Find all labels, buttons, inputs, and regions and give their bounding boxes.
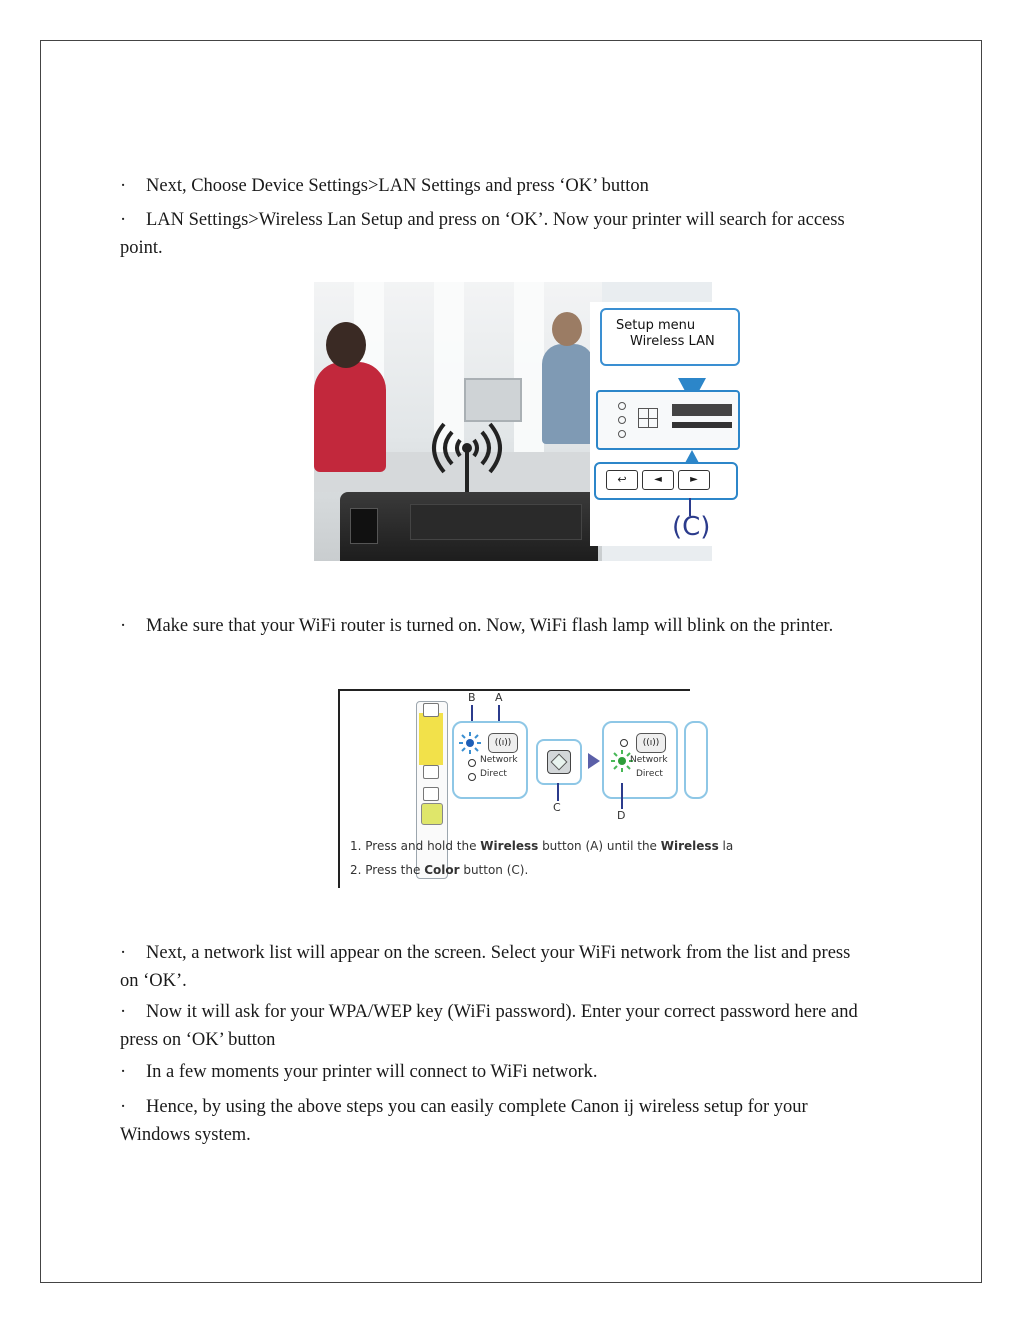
direct-label: Direct xyxy=(480,769,507,779)
back-button: ↩ xyxy=(606,470,638,490)
grid-icon xyxy=(638,408,658,428)
label-b: B xyxy=(468,691,476,704)
step-text xyxy=(120,612,860,640)
person-man xyxy=(542,344,594,444)
step-text-content: LAN Settings>Wireless Lan Setup and press on ‘OK’. Now your printer will search for access point. xyxy=(120,210,845,258)
label-c: C xyxy=(553,801,561,814)
printer-panel xyxy=(350,508,378,544)
network-label: Network xyxy=(480,755,518,765)
left-arrow-button: ◄ xyxy=(642,470,674,490)
step-text xyxy=(120,172,860,200)
bullet: · xyxy=(120,616,127,636)
person-woman xyxy=(314,362,386,472)
lcd-display xyxy=(600,308,740,366)
step-text xyxy=(120,206,860,262)
bullet: · xyxy=(120,1062,127,1082)
direct-label: Direct xyxy=(636,769,663,779)
arrow-right-icon xyxy=(588,753,600,769)
step-text-content: In a few moments your printer will connect to WiFi network. xyxy=(146,1062,598,1082)
right-arrow-button: ► xyxy=(678,470,710,490)
diamond-icon xyxy=(551,754,568,771)
highlight-yellow xyxy=(419,713,443,765)
callout-label: (C) xyxy=(672,512,711,542)
step-text xyxy=(120,1058,860,1086)
label-a: A xyxy=(495,691,503,704)
color-button-small xyxy=(421,803,443,825)
step-text xyxy=(120,939,860,995)
label-d: D xyxy=(617,809,626,822)
mini-bar xyxy=(672,422,732,428)
panel-bubble-cropped xyxy=(684,721,708,799)
led-indicator xyxy=(618,430,626,438)
wireless-button: ((ı)) xyxy=(636,733,666,753)
printer-setup-photo xyxy=(314,282,715,561)
instruction-step-2: 2. Press the Color button (C). xyxy=(350,863,529,877)
wifi-signal-icon xyxy=(422,414,512,494)
wireless-button: ((ı)) xyxy=(488,733,518,753)
bullet: · xyxy=(120,176,127,196)
printer-lid xyxy=(410,504,582,540)
step-text-content: Make sure that your WiFi router is turned on. Now, WiFi flash lamp will blink on the printer. xyxy=(146,616,834,636)
step-text-content: Next, a network list will appear on the screen. Select your WiFi network from the list and press on ‘OK’. xyxy=(120,943,851,991)
network-label: Network xyxy=(630,755,668,765)
bullet: · xyxy=(120,210,127,230)
color-button xyxy=(536,739,582,785)
bullet: · xyxy=(120,943,127,963)
panel-box xyxy=(596,390,740,450)
wireless-button-diagram xyxy=(338,689,734,888)
blink-icon xyxy=(458,731,482,755)
control-panel-diagram xyxy=(590,302,715,546)
led-indicator xyxy=(618,416,626,424)
lcd-line: Setup menu xyxy=(616,318,696,333)
bullet: · xyxy=(120,1097,127,1117)
lcd-line: Wireless LAN xyxy=(630,334,715,349)
bullet: · xyxy=(120,1002,127,1022)
mini-screen xyxy=(672,404,732,416)
led-indicator xyxy=(618,402,626,410)
step-text xyxy=(120,998,860,1054)
step-text-content: Hence, by using the above steps you can easily complete Canon ij wireless setup for your Windows system. xyxy=(120,1097,808,1145)
step-text xyxy=(120,1093,860,1149)
step-text-content: Now it will ask for your WPA/WEP key (WiFi password). Enter your correct password here and press on ‘OK’ button xyxy=(120,1002,858,1050)
button-strip xyxy=(594,462,738,500)
step-text-content: Next, Choose Device Settings>LAN Settings and press ‘OK’ button xyxy=(146,176,649,196)
instruction-step-1: 1. Press and hold the Wireless button (A) until the Wireless la xyxy=(350,839,734,853)
printer xyxy=(340,492,598,561)
